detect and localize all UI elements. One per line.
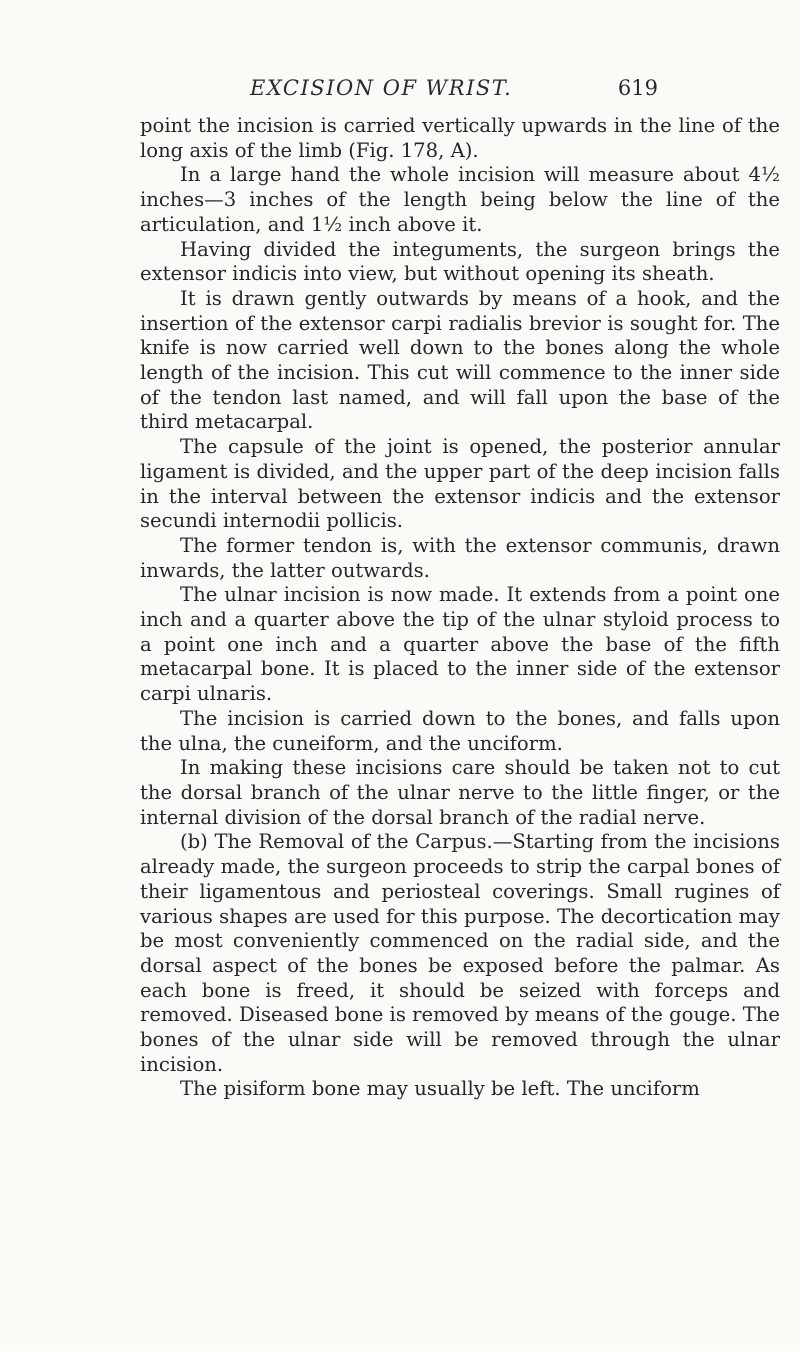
running-head: EXCISION OF WRIST. [250, 76, 513, 100]
page-number: 619 [617, 76, 658, 100]
paragraph: The ulnar incision is now made. It extends from a point one inch and a quarter above the tip of the ulnar styloid process to a point one inch and a quarter above the base of the fifth metacarpal bone. It is placed to the inner side of the extensor carpi ulnaris. [140, 583, 780, 706]
paragraph: The pisiform bone may usually be left. The unciform [180, 1077, 700, 1101]
paragraph: In a large hand the whole incision will measure about 4½ inches—3 inches of the length being below the line of the articulation, and 1½ inch above it. [140, 163, 780, 236]
page-header [0, 76, 800, 106]
paragraph: point the incision is carried vertically upwards in the line of the long axis of the limb (Fig. 178, A). [140, 114, 780, 162]
body-text [140, 114, 780, 1102]
paragraph: In making these incisions care should be taken not to cut the dorsal branch of the ulnar nerve to the little finger, or the internal division of the dorsal branch of the radial nerve. [140, 756, 780, 829]
paragraph: The incision is carried down to the bones, and falls upon the ulna, the cuneiform, and the unciform. [140, 706, 780, 755]
paragraph: It is drawn gently outwards by means of a hook, and the insertion of the extensor carpi radialis brevior is sought for. The knife is now carried well down to the bones along the whole length of the incision. This cut will commence to the inner side of the tendon last named, and will fall upon the base of the third metacarpal. [140, 286, 780, 434]
paragraph: The capsule of the joint is opened, the posterior annular ligament is divided, and the upper part of the deep incision falls in the interval between the extensor indicis and the extensor secundi internodii pollicis. [140, 435, 780, 533]
paragraph: (b) The Removal of the Carpus.—Starting from the incisions already made, the surgeon proceeds to strip the carpal bones of their ligamentous and periosteal coverings. Small rugines of various shapes are used for this purpose. The decortication may be most conveniently commenced on the radial side, and the dorsal aspect of the bones be exposed before the palmar. As each bone is freed, it should be seized with forceps and removed. Diseased bone is removed by means of the gouge. The bones of the ulnar side will be removed through the ulnar incision. [140, 830, 780, 1076]
paragraph: The former tendon is, with the extensor communis, drawn inwards, the latter outwards. [140, 533, 780, 582]
paragraph: Having divided the integuments, the surgeon brings the extensor indicis into view, but without opening its sheath. [140, 237, 780, 286]
